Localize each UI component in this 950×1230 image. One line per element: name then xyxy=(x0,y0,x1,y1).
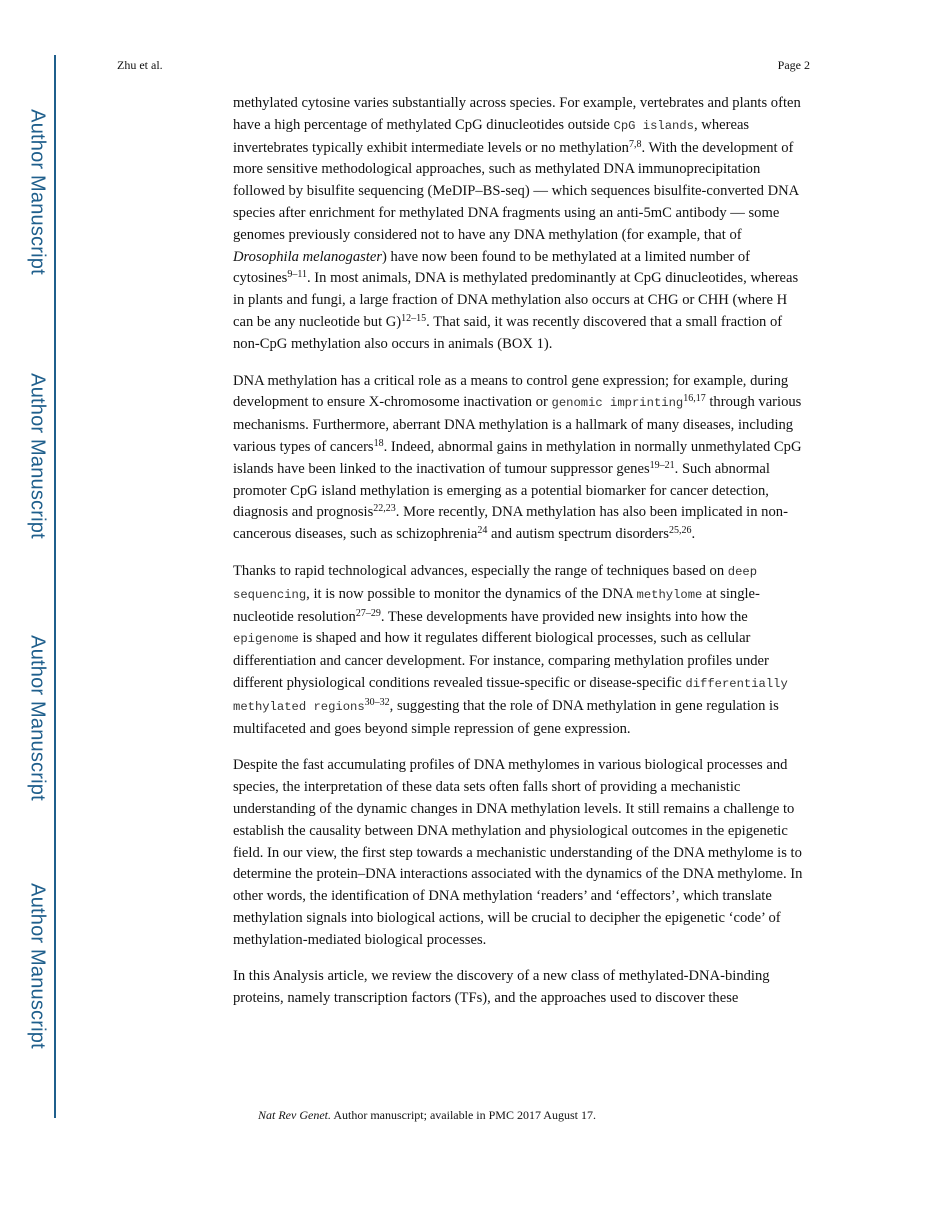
text-run: . Such abnormal promoter CpG island methylation is emerging as a potential biomarker for cancer detection, diagnosis and prognosis xyxy=(233,460,770,521)
citation-superscript: 18 xyxy=(373,437,384,449)
glossary-term: methylome xyxy=(636,587,703,602)
text-run: . More recently, DNA methylation has also been implicated in non-cancerous diseases, such as schizophrenia xyxy=(233,504,788,543)
glossary-term: epigenome xyxy=(233,632,299,647)
text-run: methylated cytosine varies substantially across species. For example, vertebrates and plants often have a high percentage of methylated CpG dinucleotides outside xyxy=(233,95,801,133)
glossary-term: genomic imprinting xyxy=(551,396,684,411)
text-run: . xyxy=(691,526,696,543)
text-run: is shaped and how it regulates different biological processes, such as cellular differentiation and cancer development. For instance, comparing methylation profiles under different physiological conditions revealed tissue-specific or disease-specific xyxy=(233,630,769,691)
citation-superscript: 25,26 xyxy=(668,525,692,537)
paragraph xyxy=(233,371,811,546)
text-run: DNA methylation has a critical role as a means to control gene expression; for example, during development to ensure X-chromosome inactivation or xyxy=(233,372,789,411)
text-run: . In most animals, DNA is methylated predominantly at CpG dinucleotides, whereas in plants and fungi, a large fraction of DNA methylation also occurs at CHG or CHH (where H can be any nucleotide but G) xyxy=(233,270,799,330)
footer-note: Author manuscript; available in PMC 2017 August 17. xyxy=(330,1108,596,1122)
citation-superscript: 16,17 xyxy=(683,393,706,405)
footer-citation xyxy=(258,1108,596,1123)
citation-superscript: 7,8 xyxy=(628,138,642,150)
text-run: . With the development of more sensitive methodological approaches, such as methylated DNA immunoprecipitation followed by bisulfite sequencing (MeDIP–BS-seq) — which sequences bisulfite-converted DNA species after enrichment for methylated DNA fragments using an anti-5mC antibody — some genomes previously considered not to have any DNA methylation (for example, that of xyxy=(233,139,799,243)
citation-superscript: 9–11 xyxy=(287,269,307,281)
footer-journal: Nat Rev Genet. xyxy=(258,1108,331,1122)
text-run: . These developments have provided new insights into how the xyxy=(380,608,748,625)
citation-superscript: 19–21 xyxy=(649,459,675,471)
side-bar-line xyxy=(54,55,56,1118)
glossary-term: CpG islands xyxy=(613,118,694,133)
citation-superscript: 24 xyxy=(477,525,488,537)
citation-superscript: 27–29 xyxy=(355,607,381,619)
paragraph xyxy=(233,93,811,356)
text-run: ) have now been found to be methylated at a limited number of cytosines xyxy=(233,248,751,287)
article-body xyxy=(233,93,811,1025)
citation-superscript: 12–15 xyxy=(401,312,427,324)
citation-superscript: 30–32 xyxy=(364,696,390,708)
text-run: . That said, it was recently discovered that a small fraction of non-CpG methylation also occurs in animals (BOX 1). xyxy=(233,313,783,352)
text-run: , whereas invertebrates typically exhibit intermediate levels or no methylation xyxy=(233,116,750,156)
glossary-term: differentially methylated regions xyxy=(233,676,788,714)
paragraph xyxy=(233,755,811,951)
text-run: In this Analysis article, we review the discovery of a new class of methylated-DNA-binding proteins, namely transcription factors (TFs), and the approaches used to discover these xyxy=(233,968,770,1007)
text-run: Thanks to rapid technological advances, especially the range of techniques based on xyxy=(233,562,728,579)
text-run: . Indeed, abnormal gains in methylation in normally unmethylated CpG islands have been linked to the inactivation of tumour suppressor genes xyxy=(233,438,802,477)
paragraph xyxy=(233,966,811,1010)
paragraph xyxy=(233,561,811,740)
text-run: Despite the fast accumulating profiles of DNA methylomes in various biological processes and species, the interpretation of these data sets often falls short of providing a mechanistic understanding of the dynamic changes in DNA methylation levels. It still remains a challenge to establish the causality between DNA methylation and physiological outcomes in the epigenetic field. In our view, the first step towards a mechanistic understanding of the DNA methylome is to determine the protein–DNA interactions associated with the dynamics of the DNA methylome. In other words, the identification of DNA methylation ‘readers’ and ‘effectors’, which translate methylation signals into biological actions, will be crucial to decipher the epigenetic ‘code’ of methylation-mediated biological processes. xyxy=(233,757,803,948)
italic-term: Drosophila melanogaster xyxy=(233,248,383,265)
glossary-term: deep sequencing xyxy=(233,564,758,602)
text-run: through various mechanisms. Furthermore, aberrant DNA methylation is a hallmark of many diseases, including various types of cancers xyxy=(233,394,802,455)
citation-superscript: 22,23 xyxy=(373,503,396,515)
text-run: , suggesting that the role of DNA methylation in gene regulation is multifaceted and goes beyond simple repression of gene expression. xyxy=(233,697,779,737)
text-run: and autism spectrum disorders xyxy=(487,526,669,543)
text-run: , it is now possible to monitor the dynamics of the DNA xyxy=(306,585,637,602)
running-head-author: Zhu et al. xyxy=(117,58,163,72)
page-number: Page 2 xyxy=(777,58,810,72)
text-run: at single-nucleotide resolution xyxy=(233,585,760,625)
